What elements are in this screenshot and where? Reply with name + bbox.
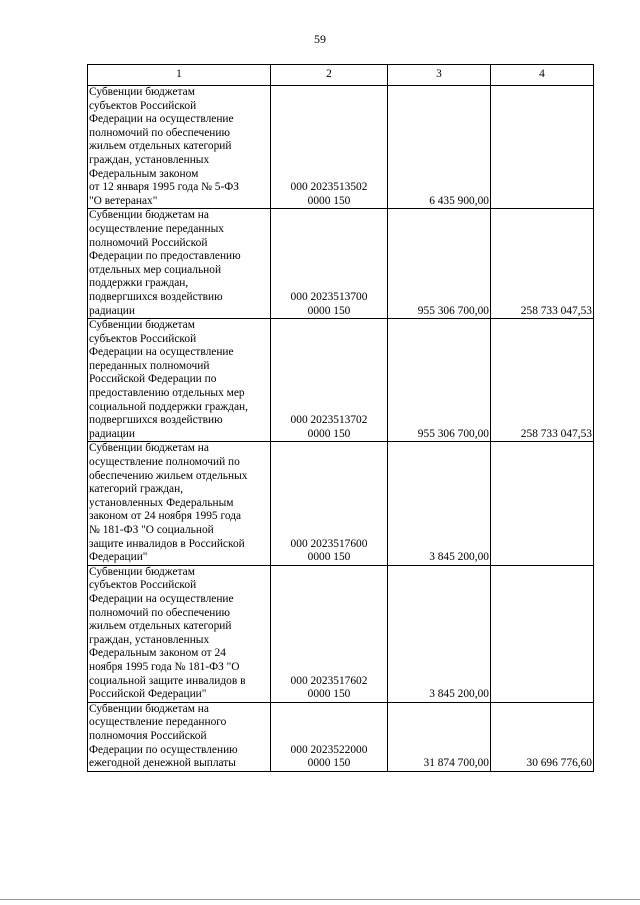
row-amount-cell: 3 845 200,00: [388, 442, 491, 565]
row-amount-cell: 955 306 700,00: [388, 209, 491, 319]
scan-bottom-edge: [0, 899, 640, 900]
row-name-cell: Субвенции бюджетам субъектов Российской Федерации на осуществление полномочий по обеспечению жильем отдельных категорий граждан, установленных Федеральным законом от 24 ноября 1995 года № 181-ФЗ "О социальной защите инвалидов в Российской Федерации": [88, 565, 271, 702]
row-executed-cell: [491, 86, 594, 209]
column-header-2: 2: [271, 65, 388, 86]
row-amount-cell: 955 306 700,00: [388, 319, 491, 442]
row-amount-cell: 3 845 200,00: [388, 565, 491, 702]
row-name-cell: Субвенции бюджетам на осуществление полномочий по обеспечению жильем отдельных категорий граждан, установленных Федеральным законом от 24 ноября 1995 года № 181-ФЗ "О социальной защите инвалидов в Российской Федерации": [88, 442, 271, 565]
page-number: 59: [314, 32, 326, 46]
table-row: [88, 565, 594, 702]
row-name-cell: Субвенции бюджетам на осуществление переданных полномочий Российской Федерации по предоставлению отдельных мер социальной поддержки граждан, подвергшихся воздействию радиации: [88, 209, 271, 319]
table-row: [88, 702, 594, 771]
table-row: [88, 209, 594, 319]
column-header-4: 4: [491, 65, 594, 86]
table-row: [88, 319, 594, 442]
row-executed-cell: [491, 565, 594, 702]
table-header-row: [88, 65, 594, 86]
table-row: [88, 86, 594, 209]
row-executed-cell: 30 696 776,60: [491, 702, 594, 771]
row-code-cell: 000 2023513702 0000 150: [271, 319, 388, 442]
budget-table: [87, 64, 594, 772]
column-header-1: 1: [88, 65, 271, 86]
row-code-cell: 000 2023517600 0000 150: [271, 442, 388, 565]
row-code-cell: 000 2023513700 0000 150: [271, 209, 388, 319]
table-row: [88, 442, 594, 565]
row-name-cell: Субвенции бюджетам субъектов Российской Федерации на осуществление переданных полномочий Российской Федерации по предоставлению отдельных мер социальной поддержки граждан, подвергшихся воздействию радиации: [88, 319, 271, 442]
row-executed-cell: 258 733 047,53: [491, 209, 594, 319]
row-code-cell: 000 2023517602 0000 150: [271, 565, 388, 702]
row-code-cell: 000 2023513502 0000 150: [271, 86, 388, 209]
row-amount-cell: 6 435 900,00: [388, 86, 491, 209]
column-header-3: 3: [388, 65, 491, 86]
row-name-cell: Субвенции бюджетам на осуществление переданного полномочия Российской Федерации по осуществлению ежегодной денежной выплаты: [88, 702, 271, 771]
row-amount-cell: 31 874 700,00: [388, 702, 491, 771]
row-executed-cell: [491, 442, 594, 565]
row-executed-cell: 258 733 047,53: [491, 319, 594, 442]
row-name-cell: Субвенции бюджетам субъектов Российской Федерации на осуществление полномочий по обеспечению жильем отдельных категорий граждан, установленных Федеральным законом от 12 января 1995 года № 5-ФЗ "О ветеранах": [88, 86, 271, 209]
row-code-cell: 000 2023522000 0000 150: [271, 702, 388, 771]
